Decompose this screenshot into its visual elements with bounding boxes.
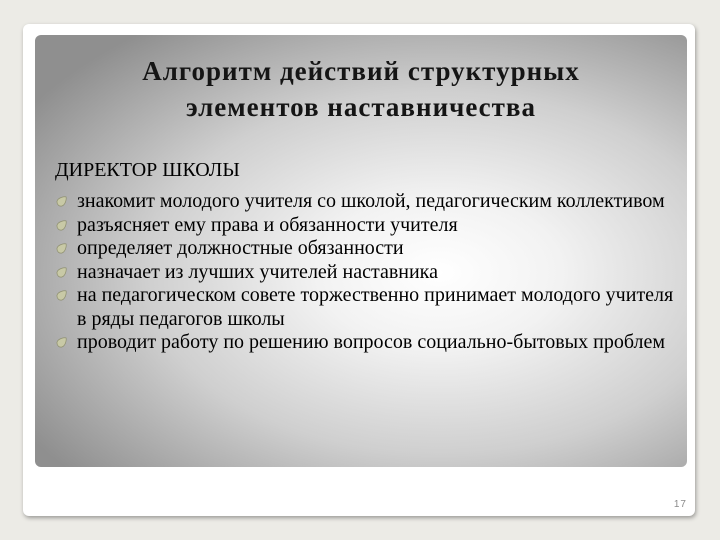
bullet-list (55, 190, 675, 355)
slide-title-line-2: элементов наставничества (185, 92, 536, 122)
section-heading: ДИРЕКТОР ШКОЛЫ (55, 159, 240, 181)
leaf-bullet-icon (56, 243, 67, 254)
bullet-text-5: на педагогическом совете торжественно принимает молодого учителя в ряды педагогов школы (77, 284, 674, 330)
bullet-text-3: определяет должностные обязанности (77, 237, 404, 259)
bullet-item-4 (55, 261, 675, 285)
leaf-bullet-icon (56, 290, 67, 301)
leaf-bullet-icon (56, 267, 67, 278)
bullet-item-6 (55, 331, 675, 355)
leaf-bullet-icon (56, 337, 67, 348)
slide-title (35, 53, 687, 125)
bullet-text-1: знакомит молодого учителя со школой, педагогическим коллективом (77, 190, 665, 212)
bullet-item-5 (55, 284, 675, 331)
leaf-bullet-icon (56, 220, 67, 231)
content-panel (35, 35, 687, 467)
bullet-text-6: проводит работу по решению вопросов социально-бытовых проблем (77, 331, 666, 353)
bullet-item-2 (55, 214, 675, 238)
slide-card (23, 24, 695, 516)
bullet-item-1 (55, 190, 675, 214)
page-number: 17 (673, 499, 687, 510)
bullet-text-2: разъясняет ему права и обязанности учителя (77, 213, 458, 236)
slide-title-line-1: Алгоритм действий структурных (142, 56, 580, 86)
bullet-item-3 (55, 237, 675, 261)
bullet-text-4: назначает из лучших учителей наставника (77, 260, 438, 283)
leaf-bullet-icon (56, 196, 67, 207)
